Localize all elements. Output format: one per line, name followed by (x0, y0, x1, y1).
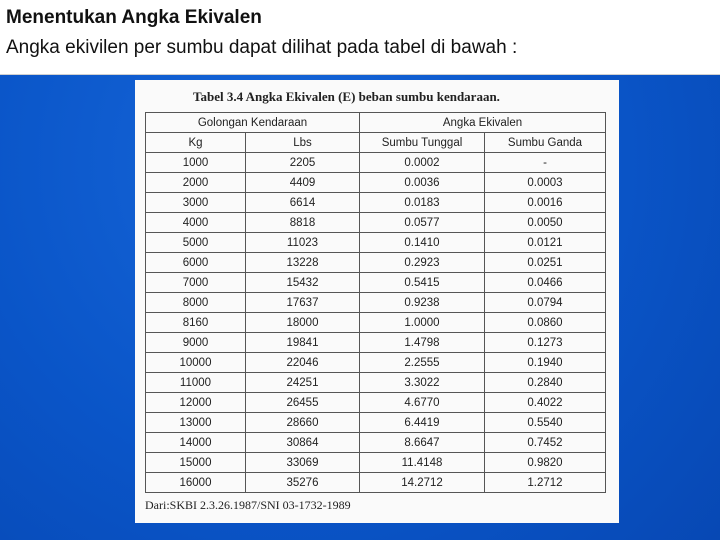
cell-single-axle: 0.0183 (360, 193, 485, 213)
cell-lbs: 24251 (246, 373, 360, 393)
cell-tandem-axle: 0.0860 (485, 313, 606, 333)
cell-lbs: 11023 (246, 233, 360, 253)
cell-single-axle: 0.9238 (360, 293, 485, 313)
cell-tandem-axle: 0.0466 (485, 273, 606, 293)
cell-kg: 9000 (146, 333, 246, 353)
cell-kg: 8000 (146, 293, 246, 313)
cell-kg: 1000 (146, 153, 246, 173)
cell-lbs: 13228 (246, 253, 360, 273)
table-row (146, 253, 606, 273)
cell-single-axle: 3.3022 (360, 373, 485, 393)
cell-single-axle: 8.6647 (360, 433, 485, 453)
cell-tandem-axle: 1.2712 (485, 473, 606, 493)
group-header-row (146, 113, 606, 133)
cell-kg: 6000 (146, 253, 246, 273)
cell-tandem-axle: 0.1940 (485, 353, 606, 373)
table-row (146, 433, 606, 453)
cell-tandem-axle: 0.9820 (485, 453, 606, 473)
cell-kg: 5000 (146, 233, 246, 253)
cell-lbs: 26455 (246, 393, 360, 413)
table-row (146, 473, 606, 493)
table-row (146, 413, 606, 433)
group-header-equivalent: Angka Ekivalen (360, 113, 606, 133)
cell-kg: 4000 (146, 213, 246, 233)
table-row (146, 233, 606, 253)
cell-lbs: 19841 (246, 333, 360, 353)
cell-lbs: 28660 (246, 413, 360, 433)
cell-single-axle: 14.2712 (360, 473, 485, 493)
table-row (146, 153, 606, 173)
cell-single-axle: 0.0577 (360, 213, 485, 233)
column-header-kg: Kg (146, 133, 246, 153)
cell-kg: 8160 (146, 313, 246, 333)
cell-kg: 10000 (146, 353, 246, 373)
cell-tandem-axle: 0.0794 (485, 293, 606, 313)
group-header-vehicle: Golongan Kendaraan (146, 113, 360, 133)
table-row (146, 353, 606, 373)
cell-kg: 2000 (146, 173, 246, 193)
table-row (146, 213, 606, 233)
cell-kg: 3000 (146, 193, 246, 213)
cell-kg: 11000 (146, 373, 246, 393)
table-image (135, 80, 619, 523)
table-row (146, 273, 606, 293)
cell-tandem-axle: 0.5540 (485, 413, 606, 433)
cell-tandem-axle: 0.0121 (485, 233, 606, 253)
cell-tandem-axle: 0.0050 (485, 213, 606, 233)
cell-tandem-axle: 0.0003 (485, 173, 606, 193)
table-row (146, 193, 606, 213)
cell-single-axle: 4.6770 (360, 393, 485, 413)
table-row (146, 373, 606, 393)
cell-kg: 12000 (146, 393, 246, 413)
table-row (146, 453, 606, 473)
cell-lbs: 35276 (246, 473, 360, 493)
cell-kg: 13000 (146, 413, 246, 433)
cell-single-axle: 0.0002 (360, 153, 485, 173)
cell-single-axle: 11.4148 (360, 453, 485, 473)
cell-tandem-axle: 0.0251 (485, 253, 606, 273)
cell-lbs: 6614 (246, 193, 360, 213)
cell-tandem-axle: 0.2840 (485, 373, 606, 393)
table-row (146, 333, 606, 353)
cell-single-axle: 1.4798 (360, 333, 485, 353)
cell-lbs: 4409 (246, 173, 360, 193)
cell-single-axle: 0.1410 (360, 233, 485, 253)
cell-single-axle: 0.2923 (360, 253, 485, 273)
table-row (146, 313, 606, 333)
cell-tandem-axle: - (485, 153, 606, 173)
cell-single-axle: 1.0000 (360, 313, 485, 333)
cell-lbs: 30864 (246, 433, 360, 453)
cell-lbs: 17637 (246, 293, 360, 313)
table-row (146, 393, 606, 413)
cell-tandem-axle: 0.1273 (485, 333, 606, 353)
table-source: Dari:SKBI 2.3.26.1987/SNI 03-1732-1989 (145, 498, 351, 512)
cell-tandem-axle: 0.0016 (485, 193, 606, 213)
slide-header (0, 0, 720, 75)
cell-lbs: 8818 (246, 213, 360, 233)
cell-tandem-axle: 0.7452 (485, 433, 606, 453)
cell-single-axle: 0.5415 (360, 273, 485, 293)
cell-lbs: 2205 (246, 153, 360, 173)
table-body (146, 153, 606, 493)
cell-single-axle: 6.4419 (360, 413, 485, 433)
cell-lbs: 18000 (246, 313, 360, 333)
cell-single-axle: 2.2555 (360, 353, 485, 373)
column-header-lbs: Lbs (246, 133, 360, 153)
slide-title: Menentukan Angka Ekivalen (6, 7, 262, 28)
cell-kg: 14000 (146, 433, 246, 453)
table-row (146, 173, 606, 193)
cell-kg: 15000 (146, 453, 246, 473)
cell-lbs: 15432 (246, 273, 360, 293)
column-header-single-axle: Sumbu Tunggal (360, 133, 485, 153)
column-header-row (146, 133, 606, 153)
cell-kg: 7000 (146, 273, 246, 293)
cell-lbs: 22046 (246, 353, 360, 373)
cell-tandem-axle: 0.4022 (485, 393, 606, 413)
equivalent-axle-table (145, 112, 606, 493)
cell-kg: 16000 (146, 473, 246, 493)
slide-subtitle: Angka ekivilen per sumbu dapat dilihat pada tabel di bawah : (6, 37, 518, 58)
cell-single-axle: 0.0036 (360, 173, 485, 193)
column-header-tandem-axle: Sumbu Ganda (485, 133, 606, 153)
cell-lbs: 33069 (246, 453, 360, 473)
table-caption: Tabel 3.4 Angka Ekivalen (E) beban sumbu kendaraan. (193, 89, 500, 104)
table-row (146, 293, 606, 313)
